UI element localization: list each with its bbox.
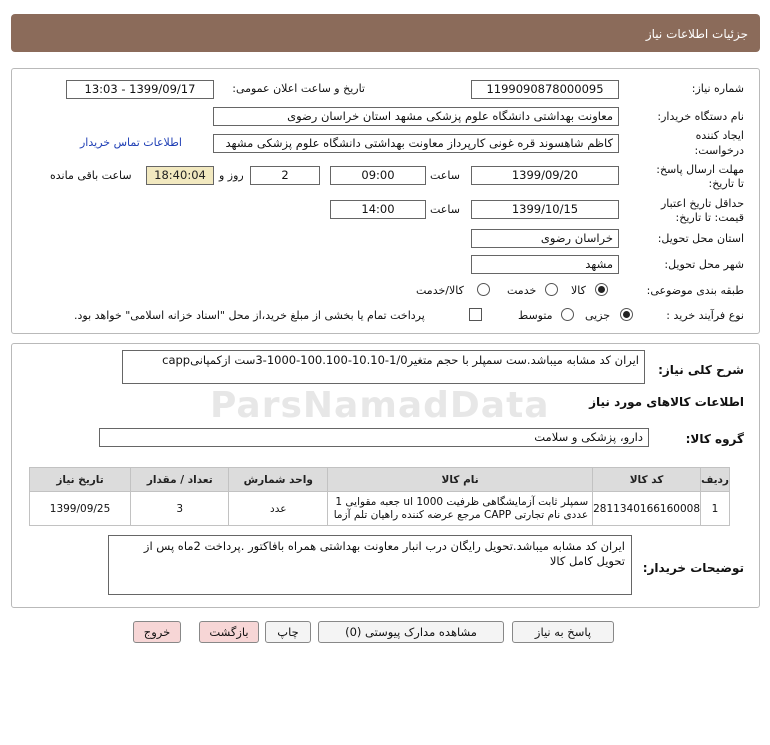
- remaining-time-label: ساعت باقی مانده: [50, 169, 132, 182]
- deadline-date-field: 1399/09/20: [471, 166, 619, 185]
- col-code: کد کالا: [593, 468, 701, 492]
- radio-empty-icon: [545, 283, 558, 296]
- process-radio-medium[interactable]: [561, 308, 574, 324]
- col-qty: تعداد / مقدار: [131, 468, 229, 492]
- category-radio-goods-service[interactable]: [477, 283, 490, 299]
- buyer-notes-field: ایران کد مشابه میباشد.تحویل رایگان درب انبار معاونت بهداشتی همراه بافاکتور .پرداخت 2ماه پس از تحویل کامل کالا: [108, 535, 632, 595]
- creator-field: کاظم شاهسوند قره غونی کارپرداز معاونت بهداشتی دانشگاه علوم پزشکی مشهد: [213, 134, 619, 153]
- validity-label-2: قیمت: تا تاریخ:: [675, 211, 744, 224]
- print-button[interactable]: چاپ: [265, 621, 311, 643]
- summary-field: ایران کد مشابه میباشد.ست سمپلر با حجم متغیر1/0-10.10-100.100-1000-3ست ازکمپانیcapp: [122, 350, 645, 384]
- process-label: نوع فرآیند خرید :: [666, 309, 744, 322]
- contact-info-link[interactable]: اطلاعات تماس خریدار: [80, 136, 182, 149]
- summary-label: شرح کلی نیاز:: [658, 363, 744, 377]
- goods-group-field: دارو، پزشکی و سلامت: [99, 428, 649, 447]
- exit-button[interactable]: خروج: [133, 621, 181, 643]
- category-option-service: خدمت: [507, 284, 537, 297]
- deadline-label-1: مهلت ارسال پاسخ:: [656, 163, 744, 176]
- col-date: تاریخ نیاز: [30, 468, 131, 492]
- category-option-goods: کالا: [571, 284, 586, 297]
- days-remaining-field: 2: [250, 166, 320, 185]
- row-qty: 3: [131, 492, 229, 526]
- process-radio-minor[interactable]: [620, 308, 633, 324]
- deadline-label-2: تا تاریخ:: [708, 177, 744, 190]
- page-header: [11, 14, 760, 52]
- validity-label-1: حداقل تاریخ اعتبار: [660, 197, 744, 210]
- announce-date-label: تاریخ و ساعت اعلان عمومی:: [232, 82, 365, 95]
- province-label: استان محل تحویل:: [657, 232, 744, 245]
- row-index: 1: [701, 492, 730, 526]
- goods-table-header: [30, 468, 730, 492]
- category-radio-service[interactable]: [545, 283, 558, 299]
- category-label: طبقه بندی موضوعی:: [646, 284, 744, 297]
- deadline-time-label: ساعت: [430, 169, 460, 182]
- goods-table: [29, 467, 730, 526]
- province-field: خراسان رضوی: [471, 229, 619, 248]
- radio-selected-icon: [595, 283, 608, 296]
- radio-empty-icon: [561, 308, 574, 321]
- goods-group-label: گروه کالا:: [685, 432, 744, 446]
- goods-table-wrap: [29, 467, 730, 526]
- announce-date-field: 1399/09/17 - 13:03: [66, 80, 214, 99]
- process-option-medium: متوسط: [518, 309, 553, 322]
- row-date: 1399/09/25: [30, 492, 131, 526]
- days-label: روز و: [219, 169, 244, 182]
- back-button[interactable]: بازگشت: [199, 621, 259, 643]
- deadline-time-field: 09:00: [330, 166, 426, 185]
- buyer-org-field: معاونت بهداشتی دانشگاه علوم پزشکی مشهد استان خراسان رضوی: [213, 107, 619, 126]
- reply-button[interactable]: پاسخ به نیاز: [512, 621, 614, 643]
- col-unit: واحد شمارش: [229, 468, 328, 492]
- goods-section-title: اطلاعات کالاهای مورد نیاز: [589, 395, 744, 409]
- creator-label-2: درخواست:: [694, 144, 744, 157]
- need-number-field: 1199090878000095: [471, 80, 619, 99]
- row-code: 2811340166160008: [593, 492, 701, 526]
- city-field: مشهد: [471, 255, 619, 274]
- watermark-text: ParsNamadData: [210, 385, 550, 426]
- treasury-payment-checkbox[interactable]: [469, 308, 482, 321]
- row-unit: عدد: [229, 492, 328, 526]
- creator-label-1: ایجاد کننده: [695, 129, 744, 142]
- validity-time-field: 14:00: [330, 200, 426, 219]
- validity-time-label: ساعت: [430, 203, 460, 216]
- col-index: ردیف: [701, 468, 730, 492]
- treasury-payment-note: پرداخت تمام یا بخشی از مبلغ خرید،از محل "اسناد خزانه اسلامی" خواهد بود.: [74, 309, 425, 322]
- radio-empty-icon: [477, 283, 490, 296]
- col-name: نام کالا: [328, 468, 593, 492]
- validity-date-field: 1399/10/15: [471, 200, 619, 219]
- city-label: شهر محل تحویل:: [664, 258, 744, 271]
- buyer-org-label: نام دستگاه خریدار:: [657, 110, 744, 123]
- buyer-notes-label: توضیحات خریدار:: [642, 561, 744, 575]
- need-number-label: شماره نیاز:: [691, 82, 744, 95]
- process-option-minor: جزیی: [585, 309, 611, 322]
- category-option-goods-service: کالا/خدمت: [416, 284, 464, 297]
- radio-selected-icon: [620, 308, 633, 321]
- table-row: [30, 492, 730, 526]
- page-title: جزئیات اطلاعات نیاز: [645, 27, 748, 41]
- remaining-time-field: 18:40:04: [146, 166, 214, 185]
- row-name: سمپلر ثابت آزمایشگاهی ظرفیت 1000 ul جعبه مقوایی 1 عددی نام تجارتی CAPP مرجع عرضه کننده راهیان تلم آزما: [328, 492, 593, 526]
- category-radio-goods[interactable]: [595, 283, 608, 299]
- view-attachments-button[interactable]: مشاهده مدارک پیوستی (0): [318, 621, 504, 643]
